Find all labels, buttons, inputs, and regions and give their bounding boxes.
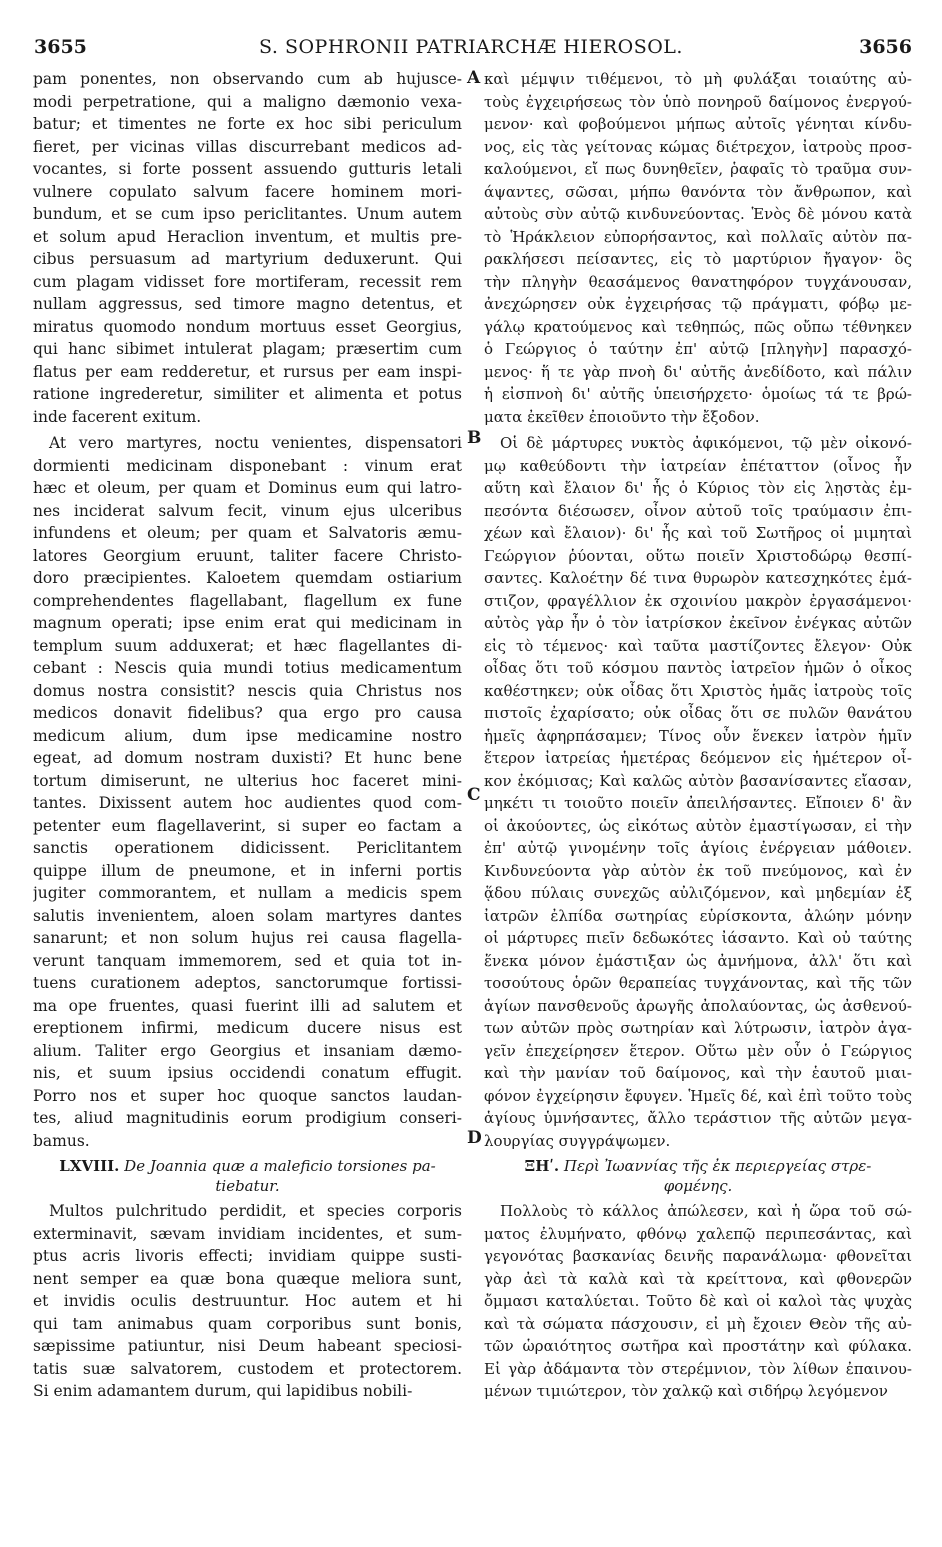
text-line: modi perpetratione, qui a maligno dæmonio vexa- (33, 92, 462, 111)
text-line: Multos pulchritudo perdidit, et species corporis (49, 1202, 462, 1220)
text-line: nes inciderat salvum fecit, vinum ejus ulceribus (33, 501, 462, 520)
text-line: ματος ἐλυμήνατο, φθόνῳ χαλεπῷ περιπεσάντας, καὶ (484, 1224, 912, 1243)
text-line: pam ponentes, non observando cum ab hujusce- (33, 70, 462, 88)
text-line: cum plagam vidisset fore mortiferam, recessit rem (33, 272, 462, 291)
text-line: hæc et oleum, per quam et Dominus eum qui latro- (33, 479, 462, 497)
text-line: ἰατρῶν ἐλπίδα σωτηρίας εὑρίσκοντα, ἀλώην μόνην (484, 906, 912, 925)
text-line: των αὐτῶν πρὸς σωτηρίαν καὶ λύτρωσιν, ἰατρὸν ἀγα- (484, 1019, 912, 1037)
text-line: ᾅδου πύλαις συνεχῶς αὐλιζόμενον, καὶ μηδεμίαν ἐξ (484, 884, 912, 902)
text-line: ὁ Γεώργιος ὁ ταύτην ἐπ' αὐτῷ [πληγὴν] παρασχό- (484, 340, 912, 358)
text-line: πεσόντα διέσωσεν, οἶνον αὐτοῦ τοῖς τραύμασιν ἐπι- (484, 501, 912, 520)
text-line: οἱ μάρτυρες πιεῖν δεδωκότες ἰάσαντο. Καὶ οὐ ταύτης (484, 929, 912, 947)
text-line: exterminavit, sævam invidiam incidentes, et sum- (33, 1224, 462, 1243)
greek-chapter-title-2: φομένης. (663, 1177, 733, 1195)
text-line: doro præcipientes. Kaloetem quemdam ostiarium (33, 569, 462, 587)
text-line: άψαντες, σῶσαι, μήπω θανόντα τὸν ἄνθρωπον, καὶ (484, 182, 912, 201)
margin-letter-d: D (467, 1128, 482, 1148)
text-line: καὶ τὴν μανίαν τοῦ δαίμονος, καὶ τὴν ἑαυτοῦ μιαι- (484, 1064, 912, 1082)
running-header (0, 36, 942, 64)
text-line: εἰς τὸ τέμενος· καὶ ταῦτα μαστίζοντες ἔλεγον· Οὐκ (484, 636, 912, 655)
text-line: χέων καὶ ἔλαιον)· δι' ἧς καὶ τοῦ Σωτῆρος οἱ μιμηταὶ (484, 524, 912, 542)
text-line: batur; et timentes ne forte ex hoc sibi periculum (33, 115, 462, 133)
text-line: et solum apud Heraclion inventum, et multis pre- (33, 227, 462, 246)
greek-paragraph-3 (484, 1200, 912, 1403)
text-line: Γεώργιον ῥύονται, οὕτω ποιεῖν Χριστοδώρῳ θεσπί- (484, 546, 912, 565)
text-line: ἐπ' αὐτῷ γινομένην τοῖς ἁγίοις ἐνέργειαν μάθοιεν. (484, 839, 912, 857)
text-line: τῶν ὡραιότητος σωτῆρα καὶ προστάτην καὶ φύλακα. (484, 1337, 912, 1355)
greek-chapter-number: ΞΗʹ. (524, 1157, 560, 1175)
greek-chapter-title-1: Περὶ Ἰωαννίας τῆς ἐκ περιεργείας στρε- (563, 1157, 872, 1175)
text-line: alium. Taliter ergo Georgius et insaniam dæmo- (33, 1041, 462, 1060)
text-line: bamus. (33, 1131, 90, 1150)
text-line: flatus per eam redderetur, et rursus per eam inspi- (33, 362, 462, 381)
text-line: quippe illum de pneumone, et in inferni portis (33, 861, 462, 880)
page-number-left: 3655 (34, 36, 87, 58)
text-line: ἀνεχώρησεν οὐκ ἐγχειρήσας τῷ πράγματι, φόβῳ με- (484, 295, 912, 313)
text-line: στιζον, φραγέλλιον ἐκ σχοινίου μακρὸν ἐργασάμενοι· (484, 591, 912, 610)
latin-chapter-title-2: tiebatur. (215, 1177, 280, 1195)
text-line: ἕνεκα μόνον ἐμάστιξαν ὡς ἀμνήμονα, ἀλλ' ὅτι καὶ (484, 951, 912, 970)
text-line: καθέστηκεν; οὐκ οἶδας ὅτι Χριστὸς ἡμᾶς ἰατροὺς τοῖς (484, 681, 912, 700)
text-line: καὶ τὰ σώματα πάσχουσιν, εἰ μὴ ἔχοιεν Θεὸν τῆς αὐ- (484, 1314, 912, 1333)
text-line: Εἰ γὰρ ἀδάμαντα τὸν στερέμνιον, τὸν λίθων ἐπαινου- (484, 1359, 912, 1378)
running-title: S. SOPHRONII PATRIARCHÆ HIEROSOL. (259, 36, 683, 58)
text-line: qui tam animabus quam corporibus sunt bonis, (33, 1314, 462, 1333)
text-line: jugiter commorantem, et nullam a medicis spem (33, 884, 462, 902)
text-line: tortum dimiserunt, ne ulterius hoc faceret mini- (33, 771, 462, 790)
text-line: et invidis oculis destruuntur. Hoc autem et hi (33, 1292, 462, 1310)
text-line: miratus quomodo nondum mortuus esset Georgius, (33, 317, 462, 336)
text-line: μένων τιμιώτερον, τὸν χαλκῷ καὶ σιδήρῳ λεγόμενον (484, 1382, 888, 1400)
text-line: fieret, per vicinas villas discurrebant medicos ad- (33, 137, 462, 156)
greek-paragraph-2 (484, 432, 912, 1152)
text-line: medicos donavit fidelibus? qua ergo pro causa (33, 704, 462, 722)
text-line: tatis suæ salvatorem, custodem et protectorem. (33, 1359, 462, 1378)
text-line: At vero martyres, noctu venientes, dispensatori (49, 434, 462, 452)
greek-paragraph-1 (484, 68, 912, 428)
text-line: ἡ εἰσπνοὴ δι' αὐτῆς ὑπεισήρχετο· ὁμοίως τά τε βρώ- (484, 385, 912, 403)
text-line: petenter eum flagellaverint, si super eo factam a (33, 816, 462, 835)
text-line: nent semper ea quæ bona quæque meliora sunt, (33, 1269, 462, 1288)
text-line: αὐτοὺς σὺν αὐτῷ κινδυνεύοντας. Ἑνὸς δὲ μόνου κατὰ (484, 205, 912, 223)
text-line: egeat, ad domum nostram duxisti? Et hunc bene (33, 749, 462, 767)
text-line: sanctis operationem didicissent. Periclitantem (33, 839, 462, 857)
text-line: magnum operati; ipse enim erat qui medicinam in (33, 614, 462, 632)
text-line: τὸ Ἡράκλειον εὐπορήσαντος, καὶ πολλαῖς αὐτὸν πα- (484, 227, 912, 246)
text-line: τοὺς ἐγχειρήσεως τὸν ὑπὸ πονηροῦ δαίμονος ἐνεργού- (484, 92, 912, 111)
text-line: ρακλήσεσι πείσαντες, εἰς τὸ μαρτύριον ἤγαγον· ὃς (484, 250, 912, 268)
text-line: inde facerent exitum. (33, 407, 202, 426)
text-line: ἁγίους ὑμνήσαντες, ἄλλο τεράστιον τῆς αὐτῶν μεγα- (484, 1109, 912, 1127)
text-line: sæpissime patiuntur, nisi Deum habeant speciosi- (33, 1337, 462, 1355)
text-line: ἡμεῖς ἀφηρπάσαμεν; Τίνος οὖν ἕνεκεν ἰατρὸν ἡμῖν (484, 726, 912, 745)
text-line: Οἱ δὲ μάρτυρες νυκτὸς ἀφικόμενοι, τῷ μὲν οἰκονό- (500, 434, 912, 452)
latin-paragraph-3 (33, 1200, 462, 1403)
text-line: γὰρ ἀεὶ τὰ καλὰ καὶ τὰ κρείττονα, καὶ φθονερῶν (484, 1269, 912, 1288)
text-line: medicum alium, dum ipse medicamine nostro (33, 726, 462, 745)
greek-chapter-heading (484, 1156, 912, 1176)
text-line: dormienti medicinam disponebant : vinum erat (33, 456, 462, 475)
text-line: templum suum adduxerat; et hæc flagellantes di- (33, 636, 462, 655)
text-line: αὐτὸς γὰρ ἦν ὁ τὸν ἰατρίσκον ἐκεῖνον ἐνέγκας αὐτῶν (484, 614, 912, 632)
text-line: γεγονότας βασκανίας δεινῆς παρανάλωμα· φθονεῖται (484, 1247, 912, 1265)
text-line: Κινδυνεύοντα γὰρ αὐτὸν ἐκ τοῦ πνεύμονος, καὶ ἐν (484, 861, 912, 880)
text-line: qui hanc sibimet intulerat plagam; præsertim cum (33, 340, 462, 358)
text-line: cibus persuasum ad martyrium deduxerunt. Qui (33, 250, 462, 268)
text-line: ereptionem infirmi, medicum ducere nisus est (33, 1019, 462, 1037)
greek-column (484, 68, 912, 1403)
latin-chapter-title-1: De Joannia quæ a maleficio torsiones pa- (124, 1157, 436, 1175)
text-line: bundum, et se cum ipso periclitantes. Unum autem (33, 205, 462, 223)
latin-chapter-heading (33, 1156, 462, 1176)
latin-paragraph-2 (33, 432, 462, 1152)
text-line: γεῖν ἐπεχείρησεν ἕτερον. Οὕτω μὲν οὖν ὁ Γεώργιος (484, 1041, 912, 1060)
text-line: τὴν πληγὴν θεασάμενος θανατηφόρον τυγχάνουσαν, (484, 272, 912, 291)
text-line: Πολλοὺς τὸ κάλλος ἀπώλεσεν, καὶ ἡ ὥρα τοῦ σώ- (500, 1202, 912, 1220)
text-line: sanarunt; et non solum hujus rei causa flagella- (33, 929, 462, 947)
text-line: latores Georgium eruunt, taliter facere Christo- (33, 546, 462, 565)
text-line: μενος· ἥ τε γὰρ πνοὴ δι' αὐτῆς ἀνεδίδοτο, καὶ πάλιν (484, 362, 912, 381)
text-line: salutis invenientem, aloen solam martyres dantes (33, 906, 462, 925)
text-line: Porro nos et super hoc quoque sanctos laudan- (33, 1086, 462, 1105)
latin-paragraph-1 (33, 68, 462, 428)
text-line: ὄμμασι καταλύεται. Τοῦτο δὲ καὶ οἱ καλοὶ τὰς ψυχὰς (484, 1292, 912, 1310)
text-line: αὕτη καὶ ἔλαιον δι' ἧς ὁ Κύριος τὸν εἰς λῃστὰς ἐμ- (484, 479, 912, 497)
margin-letter-a: A (467, 68, 481, 88)
text-line: cebant : Nescis quia mundi totius medicamentum (33, 659, 462, 677)
text-line: νος, εἰς τὰς γείτονας κώμας διέτρεχον, ἰατροὺς προσ- (484, 137, 912, 156)
text-line: infundens et oleum; per quam et Salvatoris æmu- (33, 524, 462, 542)
text-line: tes, aliud magnitudinis eorum prodigium conseri- (33, 1109, 462, 1127)
text-line: domus nostra consistit? nescis quia Christus nos (33, 681, 462, 700)
text-line: tantes. Dixissent autem hoc audientes quod com- (33, 794, 462, 812)
text-line: ptus acris livoris effecti; invidiam quippe susti- (33, 1247, 462, 1265)
text-line: πιστοῖς ἐχαρίσατο; οὐκ οἶδας ὅτι σε πυλῶν θανάτου (484, 704, 912, 722)
text-line: γάλῳ κρατούμενος καὶ τεθηπώς, πῶς οὔπω τέθνηκεν (484, 317, 912, 336)
text-line: nis, et suum ipsius occidendi conatum effugit. (33, 1064, 462, 1082)
text-line: καὶ μέμψιν τιθέμενοι, τὸ μὴ φυλάξαι τοιαύτης αὐ- (484, 70, 912, 88)
text-line: ἁγίων πανσθενοῦς ἀρωγῆς ἀπολαύοντας, ὡς ἀσθενού- (484, 996, 912, 1015)
latin-chapter-number: LXVIII. (59, 1157, 120, 1175)
text-line: καλούμενοι, εἴ πως δυνηθεῖεν, ῥαφαῖς τὸ τραῦμα συν- (484, 160, 912, 178)
latin-column (33, 68, 462, 1403)
text-line: ἕτερον ἰατρείας ἡμετέρας δεόμενον εἰς ἡμέτερον οἶ- (484, 749, 912, 767)
text-line: μενον· καὶ φοβούμενοι μήπως αὐτοῖς γένηται κίνδυ- (484, 115, 912, 133)
text-line: μηκέτι τι τοιοῦτο ποιεῖν ἀπειλήσαντες. Εἴποιεν δ' ἂν (484, 794, 912, 812)
text-line: ματα ἐκεῖθεν ἐποιοῦντο τὴν ἔξοδον. (484, 407, 760, 426)
text-line: ma ope fruentes, quasi fuerint illi ad salutem et (33, 996, 462, 1015)
margin-letter-c: C (467, 785, 481, 805)
text-line: tuens curationem adeptos, sanctorumque fortissi- (33, 974, 462, 992)
text-line: κον ἐκόμισας; Καὶ καλῶς αὐτὸν βασανίσαντες εἴασαν, (484, 771, 912, 790)
page-number-right: 3656 (859, 36, 912, 58)
text-line: comprehendentes flagellabant, flagellum ex fune (33, 591, 462, 610)
text-line: vocantes, si forte possent assuendo gutturis letali (33, 160, 462, 178)
text-line: vulnere copulato salvum facere hominem mori- (33, 182, 462, 201)
text-line: λουργίας συγγράψωμεν. (484, 1131, 671, 1150)
text-line: verunt tanquam immemorem, sed et quia tot in- (33, 951, 462, 970)
text-line: Si enim adamantem durum, qui lapidibus nobili- (33, 1382, 413, 1400)
text-line: nullam aggressus, sed timore magno detentus, et (33, 295, 462, 313)
text-line: φόνον ἐγχείρησιν ἔφυγεν. Ἡμεῖς δέ, καὶ ἐπὶ τοῦτο τοὺς (484, 1086, 912, 1105)
text-line: ratione ingrederetur, similiter et alimenta et potus (33, 385, 462, 403)
text-line: οἱ ἀκούοντες, ὡς εἰκότως αὐτὸν ἐμαστίγωσαν, εἰ τὴν (484, 816, 912, 835)
text-line: μῳ καθεύδοντι τὴν ἰατρείαν ἐπέταττον (οἶνος ἦν (484, 456, 912, 475)
text-line: τοσούτους ὁρῶν θεραπείας τυγχάνοντας, καὶ τῆς τῶν (484, 974, 912, 992)
margin-letter-b: B (467, 428, 482, 448)
text-line: σαντες. Καλοέτην δέ τινα θυρωρὸν κατεσχηκότες ἐμά- (484, 569, 912, 587)
text-line: οἶδας ὅτι τοῦ κόσμου παντὸς ἰατρεῖον ἡμῶν ὁ οἶκος (484, 659, 912, 677)
